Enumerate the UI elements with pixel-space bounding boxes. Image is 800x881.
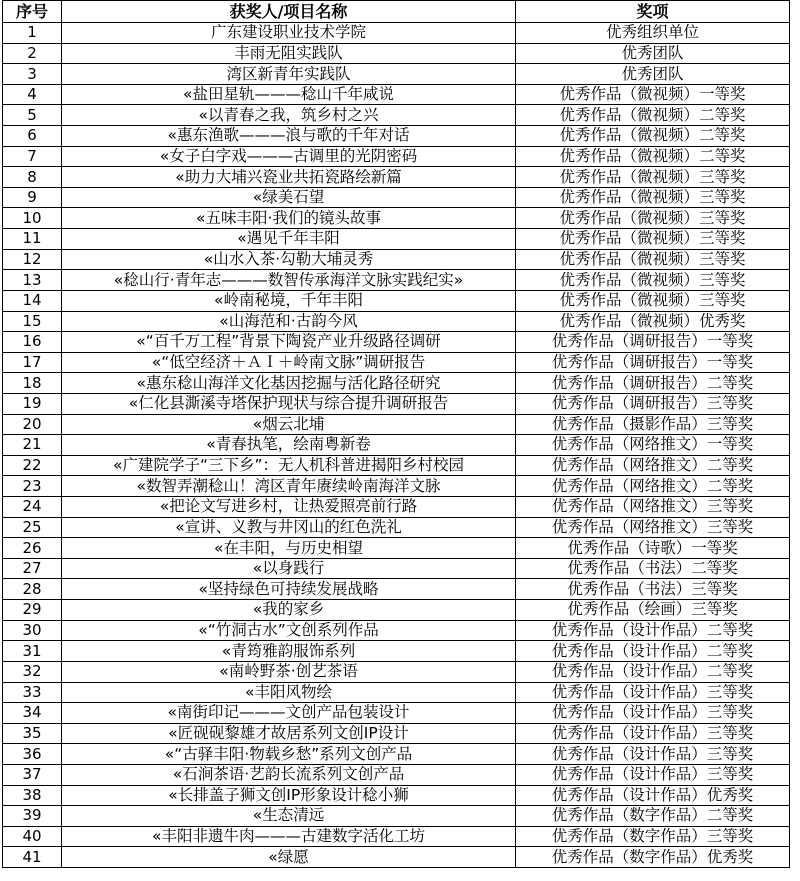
- table-row: [3, 270, 790, 291]
- row-award: 优秀作品（微视频）三等奖: [516, 229, 790, 250]
- row-award: 优秀作品（数字作品）三等奖: [516, 826, 790, 847]
- row-index: 7: [3, 146, 62, 167]
- row-name: «盐田星轨———稔山千年咸说: [62, 84, 516, 105]
- table-row: [3, 167, 790, 188]
- row-name: «丰阳风物绘: [62, 682, 516, 703]
- row-index: 5: [3, 105, 62, 126]
- row-name: «匠砚砚黎雄才故居系列文创IP设计: [62, 723, 516, 744]
- row-name: «稔山行·青年志———数智传承海洋文脉实践纪实»: [62, 270, 516, 291]
- table-row: [3, 600, 790, 621]
- table-row: [3, 764, 790, 785]
- table-row: [3, 229, 790, 250]
- row-name: «南街印记———文创产品包装设计: [62, 703, 516, 724]
- row-award: 优秀作品（微视频）二等奖: [516, 105, 790, 126]
- row-index: 11: [3, 229, 62, 250]
- row-award: 优秀作品（设计作品）三等奖: [516, 682, 790, 703]
- row-index: 29: [3, 600, 62, 621]
- row-award: 优秀作品（调研报告）三等奖: [516, 393, 790, 414]
- row-name: «宣讲、义教与井冈山的红色洗礼: [62, 517, 516, 538]
- row-award: 优秀作品（网络推文）二等奖: [516, 455, 790, 476]
- table-row: [3, 414, 790, 435]
- table-row: [3, 187, 790, 208]
- row-index: 1: [3, 23, 62, 44]
- row-award: 优秀作品（书法）二等奖: [516, 558, 790, 579]
- row-index: 8: [3, 167, 62, 188]
- row-name: «绿美石望: [62, 187, 516, 208]
- row-award: 优秀作品（微视频）三等奖: [516, 167, 790, 188]
- table-row: [3, 785, 790, 806]
- row-index: 31: [3, 641, 62, 662]
- row-index: 27: [3, 558, 62, 579]
- row-index: 19: [3, 393, 62, 414]
- table-row: [3, 744, 790, 765]
- table-row: [3, 476, 790, 497]
- row-name: «岭南秘境，千年丰阳: [62, 290, 516, 311]
- table-row: [3, 641, 790, 662]
- row-name: «青春执笔，绘南粤新卷: [62, 435, 516, 456]
- row-index: 39: [3, 806, 62, 827]
- row-award: 优秀作品（网络推文）三等奖: [516, 497, 790, 518]
- row-index: 36: [3, 744, 62, 765]
- row-index: 41: [3, 847, 62, 868]
- table-row: [3, 682, 790, 703]
- row-index: 13: [3, 270, 62, 291]
- row-award: 优秀作品（微视频）二等奖: [516, 146, 790, 167]
- table-row: [3, 703, 790, 724]
- table-row: [3, 620, 790, 641]
- row-name: 广东建设职业技术学院: [62, 23, 516, 44]
- table-row: [3, 249, 790, 270]
- table-row: [3, 826, 790, 847]
- table-row: [3, 352, 790, 373]
- table-row: [3, 435, 790, 456]
- table-row: [3, 208, 790, 229]
- row-name: «“低空经济＋ＡＩ＋岭南文脉”调研报告: [62, 352, 516, 373]
- table-row: [3, 517, 790, 538]
- row-award: 优秀作品（数字作品）二等奖: [516, 806, 790, 827]
- table-row: [3, 723, 790, 744]
- row-award: 优秀作品（微视频）三等奖: [516, 249, 790, 270]
- table-row: [3, 455, 790, 476]
- row-award: 优秀作品（数字作品）优秀奖: [516, 847, 790, 868]
- row-award: 优秀团队: [516, 43, 790, 64]
- row-index: 25: [3, 517, 62, 538]
- row-award: 优秀作品（诗歌）一等奖: [516, 538, 790, 559]
- row-award: 优秀作品（微视频）一等奖: [516, 84, 790, 105]
- table-row: [3, 806, 790, 827]
- row-index: 24: [3, 497, 62, 518]
- row-name: «助力大埔兴瓷业共拓瓷路绘新篇: [62, 167, 516, 188]
- row-name: «生态清远: [62, 806, 516, 827]
- table-row: [3, 23, 790, 44]
- table-row: [3, 847, 790, 868]
- table-row: [3, 84, 790, 105]
- row-index: 34: [3, 703, 62, 724]
- row-award: 优秀作品（设计作品）二等奖: [516, 641, 790, 662]
- row-name: «遇见千年丰阳: [62, 229, 516, 250]
- table-row: [3, 661, 790, 682]
- row-name: «绿愿: [62, 847, 516, 868]
- row-award: 优秀组织单位: [516, 23, 790, 44]
- row-index: 16: [3, 332, 62, 353]
- row-index: 21: [3, 435, 62, 456]
- table-row: [3, 146, 790, 167]
- row-index: 10: [3, 208, 62, 229]
- row-name: «我的家乡: [62, 600, 516, 621]
- header-name: 获奖人/项目名称: [62, 1, 516, 23]
- row-award: 优秀作品（书法）三等奖: [516, 579, 790, 600]
- row-name: «在丰阳，与历史相望: [62, 538, 516, 559]
- row-index: 33: [3, 682, 62, 703]
- row-name: «五味丰阳·我们的镜头故事: [62, 208, 516, 229]
- header-index: 序号: [3, 1, 62, 23]
- row-award: 优秀作品（微视频）三等奖: [516, 208, 790, 229]
- row-award: 优秀作品（设计作品）三等奖: [516, 703, 790, 724]
- row-award: 优秀作品（设计作品）三等奖: [516, 723, 790, 744]
- row-name: «丰阳非遗牛肉———古建数字活化工坊: [62, 826, 516, 847]
- row-award: 优秀作品（调研报告）二等奖: [516, 373, 790, 394]
- row-award: 优秀作品（调研报告）一等奖: [516, 352, 790, 373]
- awards-table: [2, 0, 790, 868]
- row-name: 丰雨无阻实践队: [62, 43, 516, 64]
- table-row: [3, 497, 790, 518]
- row-name: «坚持绿色可持续发展战略: [62, 579, 516, 600]
- row-name: «以青春之我，筑乡村之兴: [62, 105, 516, 126]
- table-row: [3, 311, 790, 332]
- row-index: 17: [3, 352, 62, 373]
- row-name: «“百千万工程”背景下陶瓷产业升级路径调研: [62, 332, 516, 353]
- row-name: «青筠雅韵服饰系列: [62, 641, 516, 662]
- row-index: 23: [3, 476, 62, 497]
- row-index: 37: [3, 764, 62, 785]
- row-index: 26: [3, 538, 62, 559]
- row-award: 优秀作品（网络推文）二等奖: [516, 476, 790, 497]
- row-award: 优秀作品（设计作品）二等奖: [516, 620, 790, 641]
- table-row: [3, 558, 790, 579]
- row-index: 38: [3, 785, 62, 806]
- row-name: «以身践行: [62, 558, 516, 579]
- row-index: 40: [3, 826, 62, 847]
- row-name: «女子白字戏———古调里的光阴密码: [62, 146, 516, 167]
- row-award: 优秀团队: [516, 64, 790, 85]
- row-index: 3: [3, 64, 62, 85]
- row-index: 15: [3, 311, 62, 332]
- row-award: 优秀作品（设计作品）三等奖: [516, 764, 790, 785]
- row-name: «长排盖子狮文创IP形象设计稔小狮: [62, 785, 516, 806]
- row-index: 28: [3, 579, 62, 600]
- row-award: 优秀作品（绘画）三等奖: [516, 600, 790, 621]
- row-award: 优秀作品（微视频）优秀奖: [516, 311, 790, 332]
- row-name: 湾区新青年实践队: [62, 64, 516, 85]
- table-row: [3, 126, 790, 147]
- row-index: 30: [3, 620, 62, 641]
- table-row: [3, 579, 790, 600]
- row-index: 14: [3, 290, 62, 311]
- row-index: 32: [3, 661, 62, 682]
- row-award: 优秀作品（调研报告）一等奖: [516, 332, 790, 353]
- table-row: [3, 373, 790, 394]
- header-row: [3, 1, 790, 23]
- row-award: 优秀作品（微视频）二等奖: [516, 126, 790, 147]
- table-body: [3, 23, 790, 868]
- row-award: 优秀作品（微视频）三等奖: [516, 270, 790, 291]
- table-row: [3, 538, 790, 559]
- row-index: 2: [3, 43, 62, 64]
- row-award: 优秀作品（微视频）三等奖: [516, 187, 790, 208]
- row-award: 优秀作品（设计作品）优秀奖: [516, 785, 790, 806]
- row-award: 优秀作品（网络推文）三等奖: [516, 517, 790, 538]
- table-row: [3, 105, 790, 126]
- row-name: «山海范和·古韵今风: [62, 311, 516, 332]
- row-name: «仁化县澌溪寺塔保护现状与综合提升调研报告: [62, 393, 516, 414]
- row-index: 20: [3, 414, 62, 435]
- row-name: «烟云北埔: [62, 414, 516, 435]
- row-name: «石涧茶语·艺韵长流系列文创产品: [62, 764, 516, 785]
- row-index: 9: [3, 187, 62, 208]
- row-award: 优秀作品（网络推文）一等奖: [516, 435, 790, 456]
- row-index: 35: [3, 723, 62, 744]
- table-row: [3, 290, 790, 311]
- table-row: [3, 43, 790, 64]
- table-row: [3, 393, 790, 414]
- row-name: «“竹洞古水”文创系列作品: [62, 620, 516, 641]
- row-index: 22: [3, 455, 62, 476]
- row-name: «“古驿丰阳·物载乡愁”系列文创产品: [62, 744, 516, 765]
- header-award: 奖项: [516, 1, 790, 23]
- row-name: «惠东稔山海洋文化基因挖掘与活化路径研究: [62, 373, 516, 394]
- row-award: 优秀作品（摄影作品）三等奖: [516, 414, 790, 435]
- row-name: «南岭野茶·创艺茶语: [62, 661, 516, 682]
- row-name: «惠东渔歌———浪与歌的千年对话: [62, 126, 516, 147]
- row-index: 6: [3, 126, 62, 147]
- row-name: «山水入茶·勾勒大埔灵秀: [62, 249, 516, 270]
- row-index: 12: [3, 249, 62, 270]
- row-index: 18: [3, 373, 62, 394]
- row-award: 优秀作品（微视频）三等奖: [516, 290, 790, 311]
- row-index: 4: [3, 84, 62, 105]
- row-name: «广建院学子“三下乡”：无人机科普进揭阳乡村校园: [62, 455, 516, 476]
- row-name: «把论文写进乡村，让热爱照亮前行路: [62, 497, 516, 518]
- row-award: 优秀作品（设计作品）三等奖: [516, 744, 790, 765]
- table-row: [3, 64, 790, 85]
- table-row: [3, 332, 790, 353]
- row-name: «数智弄潮稔山！湾区青年赓续岭南海洋文脉: [62, 476, 516, 497]
- row-award: 优秀作品（设计作品）二等奖: [516, 661, 790, 682]
